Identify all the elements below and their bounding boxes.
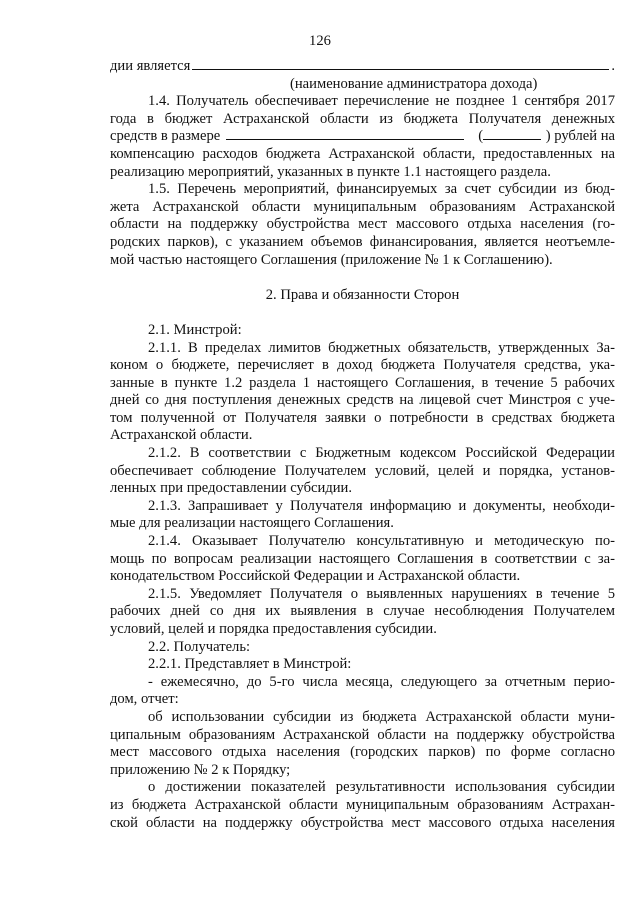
paragraph-2-1: 2.1. Минстрой: <box>148 321 242 338</box>
paragraph-1-4: 1.4. Получатель обеспечивает перечисление не позднее 1 сентября 2017 <box>148 93 615 110</box>
amount-words-blank <box>483 139 541 140</box>
report-usage: об использовании субсидии из бюджета Астраханской области муни- <box>148 708 615 725</box>
report-monthly: - ежемесячно, до 5-го числа месяца, следующего за отчетным перио- <box>148 673 615 690</box>
paragraph-2-1-2: 2.1.2. В соответствии с Бюджетным кодексом Российской Федерации <box>148 445 615 462</box>
paragraph-2-2: 2.2. Получатель: <box>148 638 251 655</box>
section-2-heading: 2. Права и обязанности Сторон <box>265 286 460 303</box>
report-indicators: о достижении показателей результативности использования субсидии <box>148 779 615 796</box>
admin-line: дии является . <box>110 58 615 74</box>
paragraph-1-5: 1.5. Перечень мероприятий, финансируемых за счет субсидии из бюд- <box>148 181 615 198</box>
amount-blank <box>226 139 464 140</box>
paragraph-2-1-1: 2.1.1. В пределах лимитов бюджетных обязательств, утвержденных За- <box>148 339 615 356</box>
amount-line: средств в размере ( ) рублей на <box>110 128 615 145</box>
paragraph-2-1-5: 2.1.5. Уведомляет Получателя о выявленных нарушениях в течение 5 <box>148 585 615 602</box>
document-body: дии является . (наименование администратора дохода) 1.4. Получатель обеспечивает перечисление не позднее 1 сентября 2017 года в бюджет Астраханской области из бюджета Получателя денежных средств в размере ( ) рублей на компенсацию расходов бюджета Астраханской области, предоставленных на реализацию мероприятий, указанных в пункте 1.1 настоящего раздела. 1.5. Перечень мероприятий, финансируемых за счет субсидии из бюд- жета Астраханской области муниципальным образованиям Астраханской области на поддержку обустройства мест массового отдыха населения (го- родских парков), с указанием объемов финансирования, является неотъемле- мой частью настоящего Соглашения (приложение № 1 к Соглашению). 2. Права и обязанности Сторон 2.1. Минстрой: 2.1.1. В пределах лимитов бюджетных обязательств, утвержденных За- коном о бюджете, перечисляет в доход бюджета Получателя средства, ука- занные в пункте 1.2 раздела 1 настоящего Соглашения, в течение 5 рабочих дней со дня поступления денежных средств на лицевой счет Минстроя с уче- том полученной от Получателя заявки о потребности в средствах бюджета Астраханской области. 2.1.2. В соответствии с Бюджетным кодексом Российской Федерации обеспечивает соблюдение Получателем условий, целей и порядка, установ- ленных при предоставлении субсидии. 2.1.3. Запрашивает у Получателя информацию и документы, необходи- мые для реализации настоящего Соглашения. 2.1.4. Оказывает Получателю консультативную и методическую по- мощь по вопросам реализации настоящего Соглашения в соответствии с за- конодательством Российской Федерации и Астраханской области. 2.1.5. Уведомляет Получателя о выявленных нарушениях в течение 5 рабочих дней со дня их выявления в случае несоблюдения Получателем условий, целей и порядка предоставления субсидии. 2.2. Получатель: 2.2.1. Представляет в Минстрой: - ежемесячно, до 5-го числа месяца, следующего за отчетным перио- дом, отчет: об использовании субсидии из бюджета Астраханской области муни- ципальным образованиям Астраханской области на поддержку обустройства мест массового отдыха населения (городских парков) по форме согласно приложению № 2 к Порядку; о достижении показателей результативности использования субсидии из бюджета Астраханской области муниципальным образованиям Астрахан- ской области на поддержку обустройства мест массового отдыха населения <box>110 58 615 831</box>
admin-caption: (наименование администратора дохода) <box>290 75 538 92</box>
paragraph-2-1-4: 2.1.4. Оказывает Получателю консультативную и методическую по- <box>148 533 615 550</box>
page-number: 126 <box>309 33 331 49</box>
paragraph-2-1-3: 2.1.3. Запрашивает у Получателя информацию и документы, необходи- <box>148 497 615 514</box>
paragraph-2-2-1: 2.2.1. Представляет в Минстрой: <box>148 656 352 673</box>
blank-line <box>192 69 609 70</box>
